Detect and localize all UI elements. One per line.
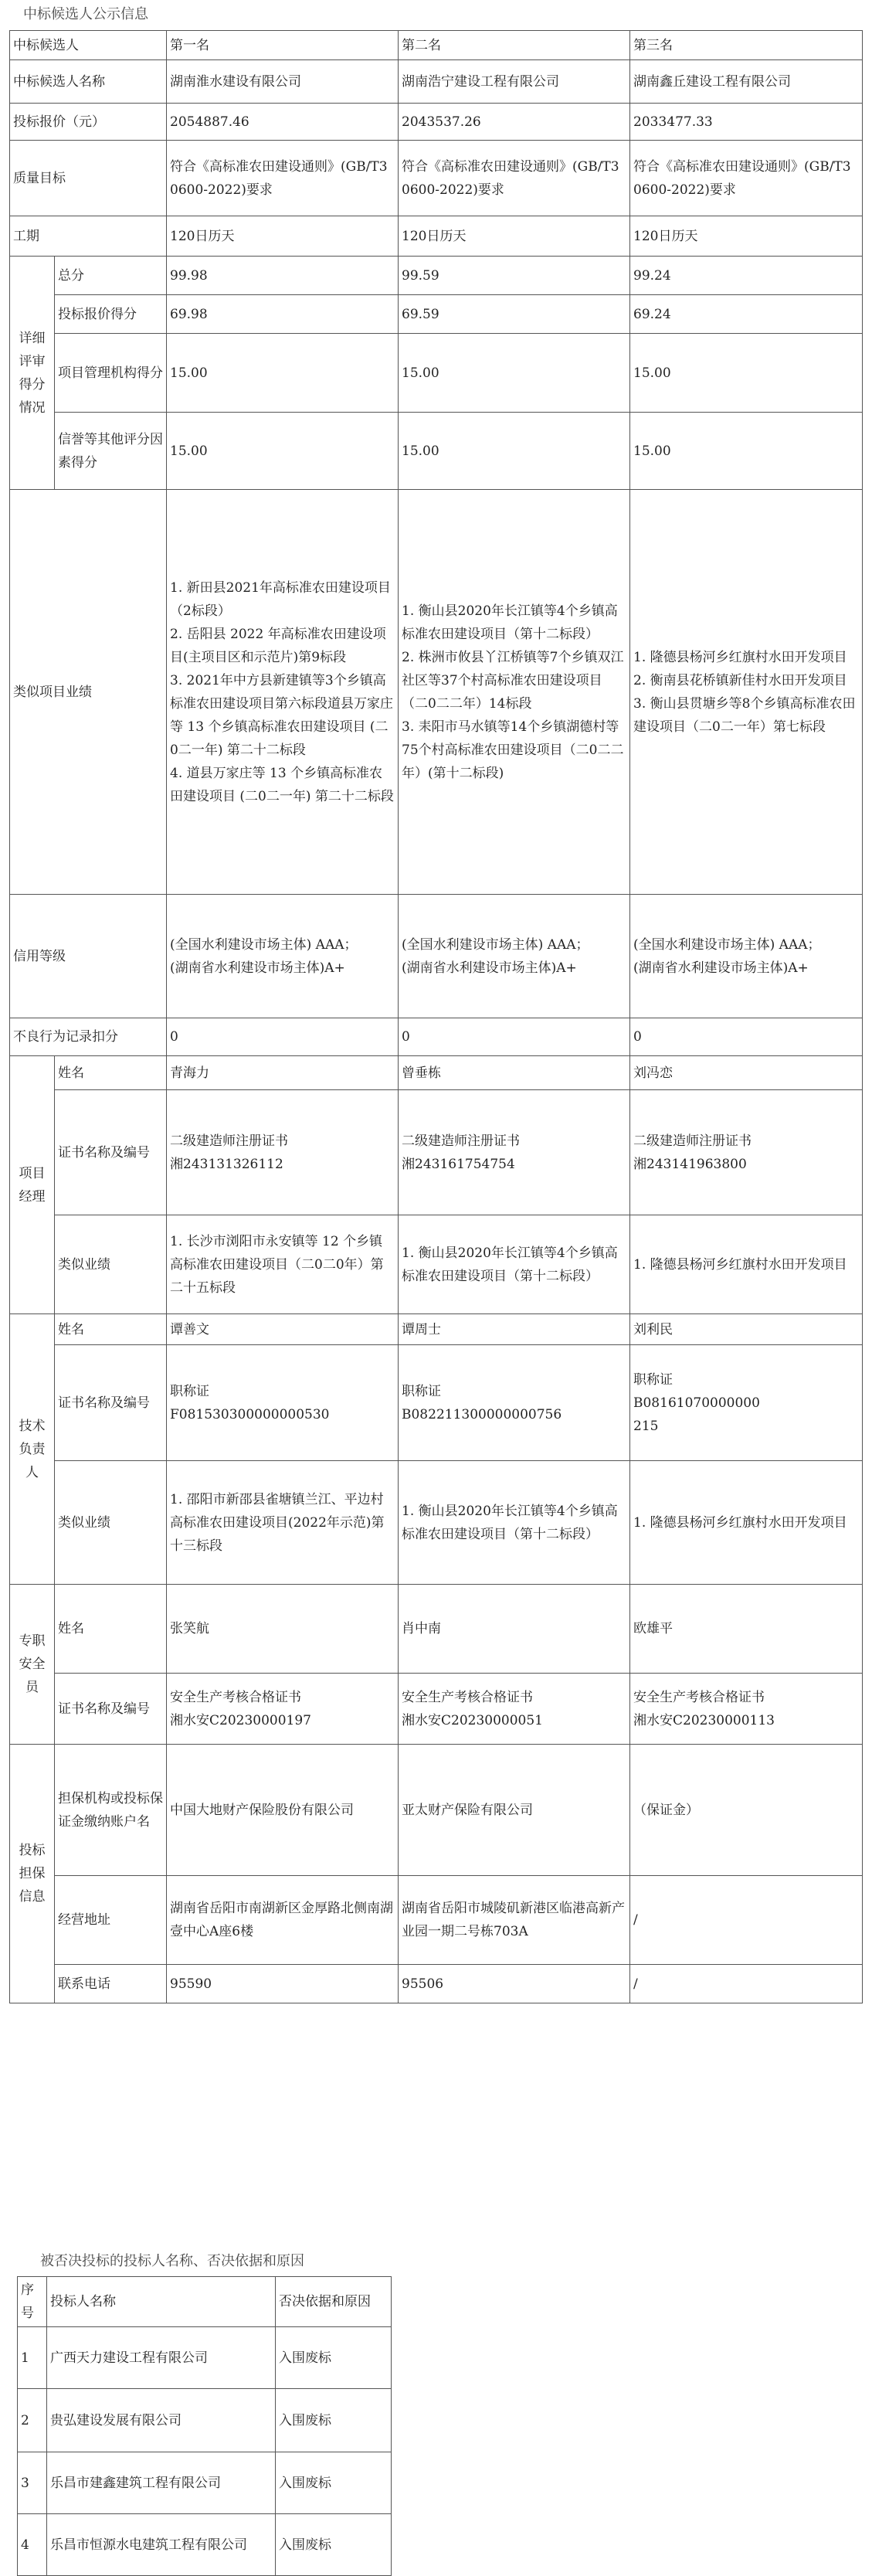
row-similar — [10, 490, 863, 895]
label-price: 投标报价（元） — [10, 104, 167, 141]
row-pm-perf — [10, 1215, 863, 1314]
similar-2-item: 1. 衡山县2020年长江镇等4个乡镇高标准农田建设项目（第十二标段） — [402, 603, 618, 642]
row-tech-cert — [10, 1345, 863, 1461]
label-cert: 证书名称及编号 — [55, 1674, 167, 1745]
duration-3: 120日历天 — [630, 216, 863, 257]
label-person-name: 姓名 — [55, 1585, 167, 1674]
cert-type: 二级建造师注册证书 — [170, 1133, 288, 1149]
phone-2: 95506 — [399, 1965, 630, 2003]
rejected-table — [17, 2276, 392, 2576]
safety-name-1: 张笑航 — [167, 1585, 399, 1674]
row-bad-record — [10, 1018, 863, 1056]
duration-2: 120日历天 — [399, 216, 630, 257]
pm-name-1: 青海力 — [167, 1056, 399, 1090]
guar-org-1: 中国大地财产保险股份有限公司 — [167, 1745, 399, 1876]
row-name — [10, 60, 863, 104]
similar-1-item: 2. 岳阳县 2022 年高标准农田建设项目(主项目区和示范片)第9标段 — [170, 626, 386, 665]
safety-name-3: 欧雄平 — [630, 1585, 863, 1674]
company-name-2: 湖南浩宁建设工程有限公司 — [399, 60, 630, 104]
quality-3: 符合《高标准农田建设通则》(GB/T30600-2022)要求 — [630, 141, 863, 216]
credit-score-3: 15.00 — [630, 413, 863, 490]
row-safety-name — [10, 1585, 863, 1674]
duration-1: 120日历天 — [167, 216, 399, 257]
cert-type: 职称证 — [170, 1383, 209, 1399]
row-guar-org — [10, 1745, 863, 1876]
pm-cert-1 — [167, 1090, 399, 1215]
safety-cert-2 — [399, 1674, 630, 1745]
label-candidate: 中标候选人 — [10, 31, 167, 60]
label-cert: 证书名称及编号 — [55, 1090, 167, 1215]
row-price — [10, 104, 863, 141]
company-name-3: 湖南鑫丘建设工程有限公司 — [630, 60, 863, 104]
rejected-header-row — [18, 2277, 392, 2327]
pm-perf-1: 1. 长沙市浏阳市永安镇等 12 个乡镇高标准农田建设项目（二0二0年）第二十五标段 — [167, 1215, 399, 1314]
cert-type: 二级建造师注册证书 — [633, 1133, 752, 1149]
table-row — [18, 2327, 392, 2389]
row-price-score — [10, 295, 863, 334]
label-org-score: 项目管理机构得分 — [55, 334, 167, 413]
reject-reason: 入围废标 — [276, 2514, 392, 2576]
row-no: 1 — [18, 2327, 47, 2389]
tech-name-3: 刘利民 — [630, 1314, 863, 1345]
similar-1-item: 4. 道县万家庄等 13 个乡镇高标准农田建设项目 (二0二一年) 第二十二标段 — [170, 765, 394, 804]
reject-reason: 入围废标 — [276, 2327, 392, 2389]
label-duration: 工期 — [10, 216, 167, 257]
cert-number: 湘水安C20230000113 — [633, 1712, 775, 1728]
bidder-name: 贵弘建设发展有限公司 — [47, 2389, 276, 2452]
guar-org-2: 亚太财产保险有限公司 — [399, 1745, 630, 1876]
cert-number: 湘水安C20230000051 — [402, 1712, 543, 1728]
total-2: 99.59 — [399, 257, 630, 295]
credit-level-2 — [399, 895, 630, 1018]
label-quality: 质量目标 — [10, 141, 167, 216]
label-credit-level: 信用等级 — [10, 895, 167, 1018]
similar-2 — [399, 490, 630, 895]
bad-record-2: 0 — [399, 1018, 630, 1056]
similar-2-item: 2. 株洲市攸县丫江桥镇等7个乡镇双江社区等37个村高标准农田建设项目（二0二二年）14标段 — [402, 649, 624, 712]
bidder-name: 乐昌市建鑫建筑工程有限公司 — [47, 2452, 276, 2514]
phone-3: / — [630, 1965, 863, 2003]
rejected-title: 被否决投标的投标人名称、否决依据和原因 — [40, 2253, 304, 2269]
label-guar-group: 投标担保信息 — [10, 1745, 55, 2003]
cert-number: 湘243161754754 — [402, 1156, 515, 1172]
credit-score-2: 15.00 — [399, 413, 630, 490]
credit-level-province: (湖南省水利建设市场主体)A+ — [633, 960, 809, 976]
section-title: 中标候选人公示信息 — [23, 6, 148, 22]
row-no: 4 — [18, 2514, 47, 2576]
row-quality — [10, 141, 863, 216]
safety-name-2: 肖中南 — [399, 1585, 630, 1674]
org-score-1: 15.00 — [167, 334, 399, 413]
bidder-name: 广西天力建设工程有限公司 — [47, 2327, 276, 2389]
org-score-3: 15.00 — [630, 334, 863, 413]
address-3: / — [630, 1876, 863, 1965]
cert-type: 职称证 — [633, 1371, 673, 1388]
similar-3-item: 2. 衡南县花桥镇新佳村水田开发项目 — [633, 672, 847, 688]
table-row — [18, 2514, 392, 2576]
bidder-name: 乐昌市恒源水电建筑工程有限公司 — [47, 2514, 276, 2576]
label-eval-group: 详细评审得分情况 — [10, 257, 55, 490]
row-candidate — [10, 31, 863, 60]
label-bad-record: 不良行为记录扣分 — [10, 1018, 167, 1056]
label-tech-group: 技术负责人 — [10, 1314, 55, 1585]
cert-type: 安全生产考核合格证书 — [170, 1689, 301, 1705]
bad-record-3: 0 — [630, 1018, 863, 1056]
pm-name-2: 曾垂栋 — [399, 1056, 630, 1090]
cert-type: 安全生产考核合格证书 — [402, 1689, 533, 1705]
bad-record-1: 0 — [167, 1018, 399, 1056]
col-reason: 否决依据和原因 — [276, 2277, 392, 2327]
row-tech-name — [10, 1314, 863, 1345]
row-no: 2 — [18, 2389, 47, 2452]
label-total: 总分 — [55, 257, 167, 295]
row-pm-name — [10, 1056, 863, 1090]
price-score-1: 69.98 — [167, 295, 399, 334]
tech-cert-3 — [630, 1345, 863, 1461]
label-similar-projects: 类似项目业绩 — [10, 490, 167, 895]
similar-3 — [630, 490, 863, 895]
price-score-2: 69.59 — [399, 295, 630, 334]
similar-1-item: 3. 2021年中方县新建镇等3个乡镇高标准农田建设项目第六标段道县万家庄等 13 个乡镇高标准农田建设项目 (二0二一年) 第二十二标段 — [170, 672, 393, 758]
label-guar-org: 担保机构或投标保证金缴纳账户名 — [55, 1745, 167, 1876]
label-price-score: 投标报价得分 — [55, 295, 167, 334]
row-credit-score — [10, 413, 863, 490]
table-row — [18, 2452, 392, 2514]
safety-cert-1 — [167, 1674, 399, 1745]
cert-number: 湘243141963800 — [633, 1156, 747, 1172]
row-safety-cert — [10, 1674, 863, 1745]
safety-cert-3 — [630, 1674, 863, 1745]
tech-name-2: 谭周士 — [399, 1314, 630, 1345]
similar-2-item: 3. 耒阳市马水镇等14个乡镇湖德村等75个村高标准农田建设项目（二0二二年）(第十二标段) — [402, 719, 624, 781]
cert-number: F081530300000000530 — [170, 1406, 330, 1422]
row-total — [10, 257, 863, 295]
pm-name-3: 刘冯恋 — [630, 1056, 863, 1090]
tech-perf-1: 1. 邵阳市新邵县雀塘镇兰江、平边村高标准农田建设项目(2022年示范)第十三标段 — [167, 1461, 399, 1585]
price-1: 2054887.46 — [167, 104, 399, 141]
label-person-name: 姓名 — [55, 1314, 167, 1345]
rank-3: 第三名 — [630, 31, 863, 60]
row-address — [10, 1876, 863, 1965]
row-no: 3 — [18, 2452, 47, 2514]
similar-3-item: 1. 隆德县杨河乡红旗村水田开发项目 — [633, 649, 847, 665]
credit-level-province: (湖南省水利建设市场主体)A+ — [402, 960, 577, 976]
credit-level-national: (全国水利建设市场主体) AAA； — [170, 936, 358, 953]
credit-level-national: (全国水利建设市场主体) AAA； — [402, 936, 589, 953]
cert-number: 湘水安C20230000197 — [170, 1712, 311, 1728]
credit-level-national: (全国水利建设市场主体) AAA； — [633, 936, 821, 953]
row-tech-perf — [10, 1461, 863, 1585]
row-duration — [10, 216, 863, 257]
credit-level-3 — [630, 895, 863, 1018]
cert-type: 安全生产考核合格证书 — [633, 1689, 765, 1705]
price-3: 2033477.33 — [630, 104, 863, 141]
address-1: 湖南省岳阳市南湖新区金厚路北侧南湖壹中心A座6楼 — [167, 1876, 399, 1965]
tech-perf-3: 1. 隆德县杨河乡红旗村水田开发项目 — [630, 1461, 863, 1585]
row-credit-level — [10, 895, 863, 1018]
address-2: 湖南省岳阳市城陵矶新港区临港高新产业园一期二号栋703A — [399, 1876, 630, 1965]
label-person-name: 姓名 — [55, 1056, 167, 1090]
quality-1: 符合《高标准农田建设通则》(GB/T30600-2022)要求 — [167, 141, 399, 216]
label-credit-score: 信誉等其他评分因素得分 — [55, 413, 167, 490]
candidate-table — [9, 30, 863, 2003]
label-pm-group: 项目经理 — [10, 1056, 55, 1314]
label-safety-group: 专职安全员 — [10, 1585, 55, 1745]
pm-perf-3: 1. 隆德县杨河乡红旗村水田开发项目 — [630, 1215, 863, 1314]
similar-1-item: 1. 新田县2021年高标准农田建设项目（2标段） — [170, 579, 391, 619]
tech-perf-2: 1. 衡山县2020年长江镇等4个乡镇高标准农田建设项目（第十二标段） — [399, 1461, 630, 1585]
total-3: 99.24 — [630, 257, 863, 295]
pm-cert-2 — [399, 1090, 630, 1215]
cert-number: B082211300000000756 — [402, 1406, 562, 1422]
similar-1 — [167, 490, 399, 895]
total-1: 99.98 — [167, 257, 399, 295]
cert-type: 二级建造师注册证书 — [402, 1133, 520, 1149]
reject-reason: 入围废标 — [276, 2452, 392, 2514]
tech-name-1: 谭善文 — [167, 1314, 399, 1345]
label-address: 经营地址 — [55, 1876, 167, 1965]
org-score-2: 15.00 — [399, 334, 630, 413]
row-phone — [10, 1965, 863, 2003]
quality-2: 符合《高标准农田建设通则》(GB/T30600-2022)要求 — [399, 141, 630, 216]
table-row — [18, 2389, 392, 2452]
tech-cert-2 — [399, 1345, 630, 1461]
cert-type: 职称证 — [402, 1383, 441, 1399]
cert-number: B08161070000000 — [633, 1395, 760, 1411]
credit-level-1 — [167, 895, 399, 1018]
cert-number-cont: 215 — [633, 1418, 659, 1434]
label-phone: 联系电话 — [55, 1965, 167, 2003]
pm-cert-3 — [630, 1090, 863, 1215]
guar-org-3: （保证金） — [630, 1745, 863, 1876]
reject-reason: 入围废标 — [276, 2389, 392, 2452]
price-2: 2043537.26 — [399, 104, 630, 141]
cert-number: 湘243131326112 — [170, 1156, 283, 1172]
credit-level-province: (湖南省水利建设市场主体)A+ — [170, 960, 345, 976]
rank-2: 第二名 — [399, 31, 630, 60]
company-name-1: 湖南淮水建设有限公司 — [167, 60, 399, 104]
rank-1: 第一名 — [167, 31, 399, 60]
row-org-score — [10, 334, 863, 413]
col-no: 序号 — [18, 2277, 47, 2327]
tech-cert-1 — [167, 1345, 399, 1461]
pm-perf-2: 1. 衡山县2020年长江镇等4个乡镇高标准农田建设项目（第十二标段） — [399, 1215, 630, 1314]
similar-3-item: 3. 衡山县贯塘乡等8个乡镇高标准农田建设项目（二0二一年）第七标段 — [633, 695, 856, 735]
row-pm-cert — [10, 1090, 863, 1215]
label-perf: 类似业绩 — [55, 1461, 167, 1585]
label-name: 中标候选人名称 — [10, 60, 167, 104]
col-bidder-name: 投标人名称 — [47, 2277, 276, 2327]
price-score-3: 69.24 — [630, 295, 863, 334]
label-cert: 证书名称及编号 — [55, 1345, 167, 1461]
label-perf: 类似业绩 — [55, 1215, 167, 1314]
phone-1: 95590 — [167, 1965, 399, 2003]
credit-score-1: 15.00 — [167, 413, 399, 490]
